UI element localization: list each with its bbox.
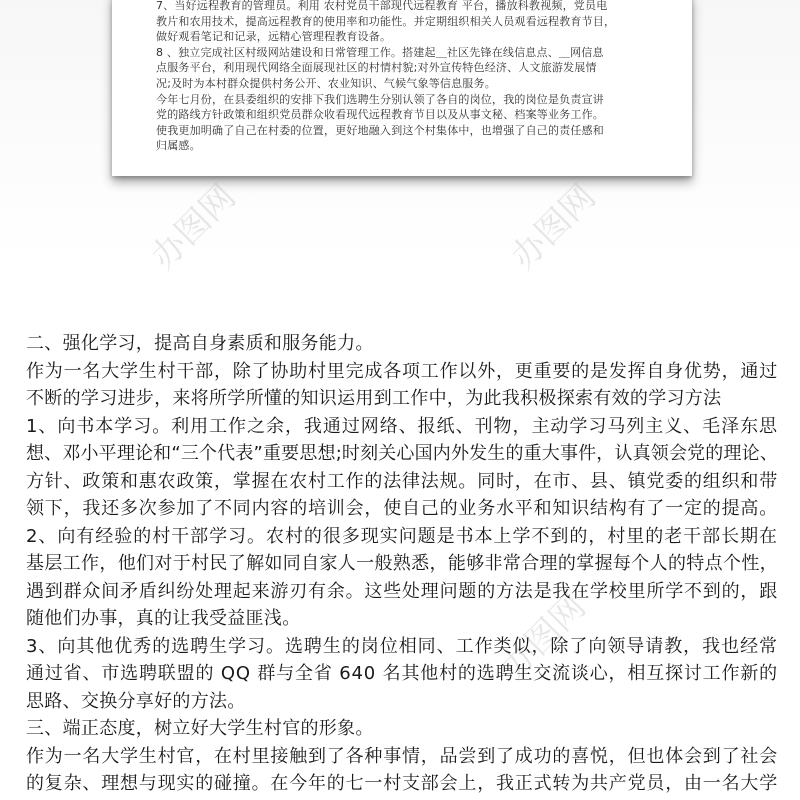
body-line: 作为一名大学生村干部，除了协助村里完成各项工作以外，更重要的是发挥自身优势，通过 [26, 360, 778, 382]
preview-line: 党的路线方针政策和组织党员群众收看现代远程教育节目以及从事文秘、档案等业务工作。 [156, 108, 604, 122]
body-line: 不断的学习进步，来将所学所懂的知识运用到工作中，为此我积极探索有效的学习方法 [26, 388, 722, 409]
document-preview-area [0, 0, 800, 260]
body-line: 3、向其他优秀的选聘生学习。选聘生的岗位相同、工作类似，除了向领导请教，我也经常 [26, 635, 778, 657]
document-preview-card [112, 0, 692, 176]
section-heading: 三、端正态度，树立好大学生村官的形象。 [26, 718, 374, 739]
preview-line: 归属感。 [156, 139, 201, 153]
preview-line: 7、当好远程教育的管理员。利用 农村党员干部现代远程教育 平台，播放科教视频，党员电 [156, 0, 608, 12]
watermark: 办图网 [503, 176, 604, 278]
body-line: 领下，我还多次参加了不同内容的培训会，使自己的业务水平和知识结构有了一定的提高。 [26, 498, 778, 519]
body-line: 方针、政策和惠农政策，掌握在农村工作的法律法规。同时，在市、县、镇党委的组织和带 [26, 470, 778, 492]
body-line: 的复杂、理想与现实的碰撞。在今年的七一村支部会上，我正式转为共产党员，由一名大学 [26, 773, 778, 794]
document-body [26, 330, 786, 798]
body-line: 想、邓小平理论和“三个代表”重要思想;时刻关心国内外发生的重大事件，认真领会党的理论、 [26, 443, 778, 464]
preview-line: 今年七月份，在县委组织的安排下我们选聘生分别认领了各自的岗位，我的岗位是负责宣讲 [156, 92, 604, 106]
body-line: 思路、交换分享好的方法。 [26, 690, 246, 712]
preview-line: 点服务平台，利用现代网络全面展现社区的村情村貌;对外宣传特色经济、人文旅游发展情 [156, 61, 597, 75]
body-line: 随他们办事，真的让我受益匪浅。 [26, 608, 301, 629]
preview-line: 况;及时为本村群众提供村务公开、农业知识、气候气象等信息服务。 [156, 76, 496, 90]
preview-line: 8 、独立完成社区村级网站建设和日常管理工作。搭建起＿社区先锋在线信息点、＿网信息 [156, 45, 604, 59]
section-heading: 二、强化学习，提高自身素质和服务能力。 [26, 333, 374, 354]
preview-line: 使我更加明确了自己在村委的位置，更好地融入到这个村集体中，也增强了自己的责任感和 [156, 123, 604, 137]
body-line: 遇到群众间矛盾纠纷处理起来游刃有余。这些处理问题的方法是我在学校里所学不到的，跟 [26, 580, 778, 602]
body-line: 作为一名大学生村官，在村里接触到了各种事情，品尝到了成功的喜悦，但也体会到了社会 [26, 745, 778, 767]
watermark: 办图网 [493, 586, 594, 688]
body-line: 通过省、市选聘联盟的 QQ 群与全省 640 名其他村的选聘生交流谈心，相互探讨工作新的 [26, 663, 778, 684]
body-line: 1、向书本学习。利用工作之余，我通过网络、报纸、刊物，主动学习马列主义、毛泽东思 [26, 415, 778, 437]
body-line: 基层工作，他们对于村民了解如同自家人一般熟悉，能够非常合理的掌握每个人的特点个性， [26, 553, 778, 574]
watermark: 办图网 [143, 176, 244, 278]
preview-line: 做好观看笔记和记录，远精心管理程教育设备。 [156, 30, 392, 44]
preview-line: 教片和农用技术，提高远程教育的使用率和功能性。并定期组织相关人员观看远程教育节目， [156, 14, 616, 28]
body-line: 2、向有经验的村干部学习。农村的很多现实问题是书本上学不到的，村里的老干部长期在 [26, 525, 778, 547]
